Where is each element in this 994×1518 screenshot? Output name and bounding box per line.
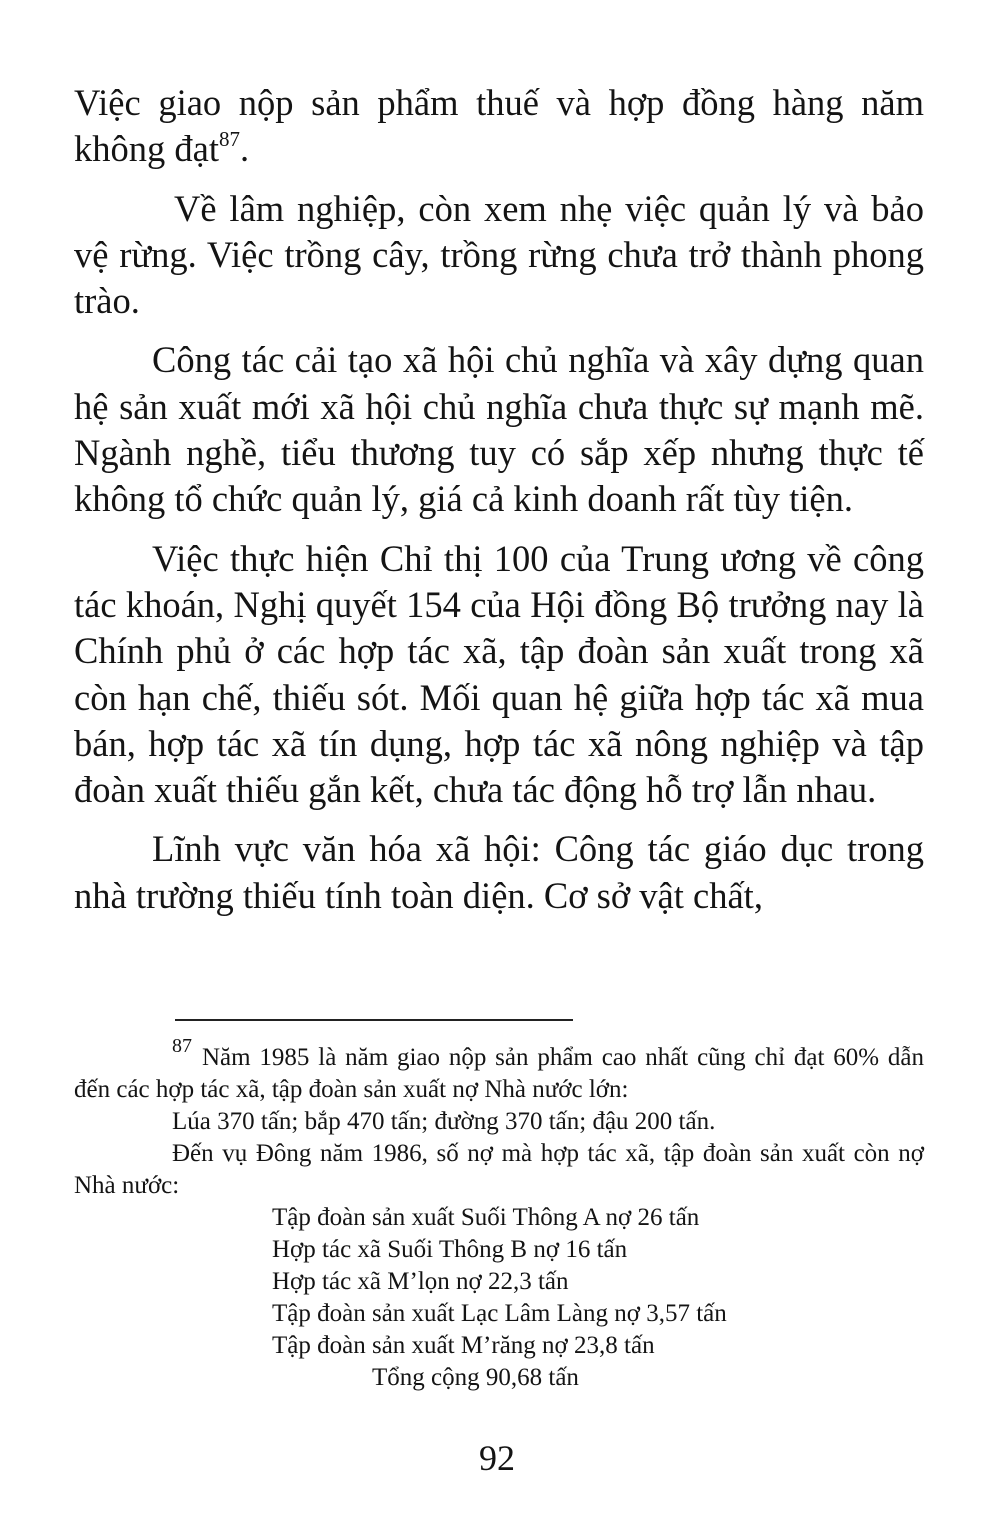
debt-item: Hợp tác xã M’lọn nợ 22,3 tấn (272, 1268, 569, 1295)
footnote-divider (175, 1019, 573, 1021)
debt-total: Tổng cộng 90,68 tấn (372, 1364, 579, 1391)
page-number: 92 (479, 1438, 515, 1478)
paragraph-1 (74, 80, 924, 173)
footnote-winter-debt: Đến vụ Đông năm 1986, số nợ mà hợp tác xã, tập đoàn sản xuất còn nợ Nhà nước: (74, 1140, 924, 1199)
paragraph-1-text: Việc giao nộp sản phẩm thuế và hợp đồng hàng năm không đạt (74, 82, 924, 170)
debt-item: Tập đoàn sản xuất Suối Thông A nợ 26 tấn (272, 1204, 700, 1231)
paragraph-4: Việc thực hiện Chỉ thị 100 của Trung ương về công tác khoán, Nghị quyết 154 của Hội đồng Bộ trưởng nay là Chính phủ ở các hợp tác xã, tập đoàn sản xuất trong xã còn hạn chế, thiếu sót. Mối quan hệ giữa hợp tác xã mua bán, hợp tác xã tín dụng, hợp tác xã nông nghiệp và tập đoàn xuất thiếu gắn kết, chưa tác động hỗ trợ lẫn nhau. (74, 537, 924, 811)
footnote-87 (74, 1035, 924, 1106)
paragraph-5: Lĩnh vực văn hóa xã hội: Công tác giáo dục trong nhà trường thiếu tính toàn diện. Cơ sở vật chất, (74, 828, 924, 916)
debt-item: Tập đoàn sản xuất M’răng nợ 23,8 tấn (272, 1332, 655, 1359)
debt-item: Tập đoàn sản xuất Lạc Lâm Làng nợ 3,57 tấn (272, 1300, 727, 1327)
footnote-section (74, 1035, 924, 1394)
main-text (74, 80, 924, 919)
footnote-text: Năm 1985 là năm giao nộp sản phẩm cao nhất cũng chỉ đạt 60% dẫn đến các hợp tác xã, tập đoàn sản xuất nợ Nhà nước lớn: (74, 1044, 924, 1103)
debt-item: Hợp tác xã Suối Thông B nợ 16 tấn (272, 1236, 628, 1263)
paragraph-2: Về lâm nghiệp, còn xem nhẹ việc quản lý và bảo vệ rừng. Việc trồng cây, trồng rừng chưa trở thành phong trào. (74, 187, 924, 322)
paragraph-3: Công tác cải tạo xã hội chủ nghĩa và xây dựng quan hệ sản xuất mới xã hội chủ nghĩa chưa thực sự mạnh mẽ. Ngành nghề, tiểu thương tuy có sắp xếp nhưng thực tế không tổ chức quản lý, giá cả kinh doanh rất tùy tiện. (74, 339, 924, 520)
paragraph-1-end: . (239, 128, 250, 170)
footnote-number: 87 (172, 1035, 192, 1057)
debt-list (74, 1202, 924, 1362)
footnote-amounts: Lúa 370 tấn; bắp 470 tấn; đường 370 tấn; đậu 200 tấn. (172, 1108, 716, 1135)
footnote-reference[interactable]: 87 (218, 127, 240, 152)
